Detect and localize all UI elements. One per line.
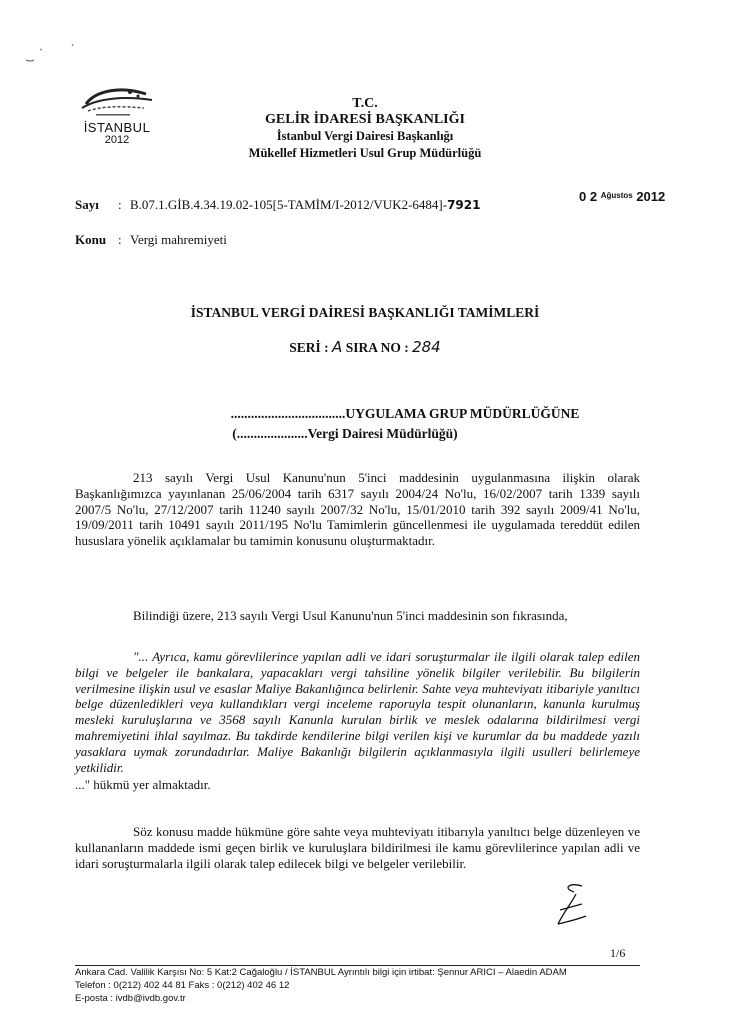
sayi-value bbox=[130, 197, 480, 213]
footer-email: E-posta : ivdb@ivdb.gov.tr bbox=[75, 993, 186, 1004]
date-stamp bbox=[579, 189, 665, 204]
footer-divider bbox=[75, 965, 640, 966]
page-number: 1/6 bbox=[610, 946, 626, 960]
konu-label: Konu bbox=[75, 232, 107, 247]
footer-address: Ankara Cad. Valilik Karşısı No: 5 Kat:2 Cağaloğlu / İSTANBUL Ayrıntılı bilgi için irtibat: Şennur ARICI – Alaedin ADAM bbox=[75, 967, 567, 978]
handwritten-signature-icon bbox=[552, 880, 596, 928]
logo-city-text: İSTANBUL bbox=[83, 120, 151, 135]
sira-label: SIRA NO : bbox=[345, 340, 409, 355]
paragraph-1: 213 sayılı Vergi Usul Kanunu'nun 5'inci maddesinin uygulanmasına ilişkin olarak Başkanlığımızca yayınlanan 25/06/2004 tarih 6317 sayılı 2004/24 No'lu, 16/02/2007 tarih 1339 sayılı 2007/5 No'lu, 27/12/2007 tarih 11240 sayılı 2007/32 No'lu, 15/01/2010 tarih 392 sayılı 2009/41 No'lu, 19/09/2011 tarih 10491 sayılı 2011/195 No'lu Tamimlerin güncellenmesi ile uygulamada tereddüt edilen hususlara yönelik açıklamalar bu tamimin konusunu oluşturmaktadır. bbox=[75, 470, 640, 549]
sayi-label: Sayı bbox=[75, 197, 99, 212]
konu-value: Vergi mahremiyeti bbox=[130, 232, 227, 247]
date-year: 2012 bbox=[636, 189, 666, 204]
seri-handwritten: A bbox=[332, 338, 343, 356]
sayi-handwritten: 7921 bbox=[447, 198, 481, 212]
seri-label: SERİ : bbox=[289, 340, 329, 355]
paragraph-2: Bilindiği üzere, 213 sayılı Vergi Usul Kanunu'nun 5'inci maddesinin son fıkrasında, bbox=[133, 608, 568, 623]
sira-handwritten: 284 bbox=[412, 338, 441, 356]
law-quote: "... Ayrıca, kamu görevlilerince yapılan adli ve idari soruşturmalar ile ilgili olarak talep edilen bilgi ve belgeler ile bankalara, yapacakları vergi tahsiline yönelik bilgiler verilebilir. Bu bilgilerin verilmesine ilişkin usul ve esaslar Maliye Bakanlığınca belirlenir. Sahte veya muhteviyatı itibariyle yanıltıcı belge düzenledikleri veya kullandıkları vergi inceleme raporuyla tespit olunanların, kanunla kurulmuş mesleki kuruluşlarına ve 3568 sayılı Kanunla kurulan birlik ve meslek odalarına bildirilmesi vergi mahremiyetini ihlal sayılmaz. Bu takdirde kendilerine bilgi verilen kişi ve kurumlar da bu maddede yazılı yasaklara uymak zorundadırlar. Maliye Bakanlığı bilgilerin açıklanmasıyla ilgili usulleri belirlemeye yetkilidir. bbox=[75, 649, 640, 775]
law-quote-tail: ..." hükmü yer almaktadır. bbox=[75, 777, 211, 792]
istanbul-2012-logo-icon bbox=[72, 84, 154, 118]
addressee-line-2: (.....................Vergi Dairesi Müdürlüğü) bbox=[232, 426, 458, 441]
addressee-line-1: ..................................UYGULAMA GRUP MÜDÜRLÜĞÜNE bbox=[230, 406, 580, 421]
sayi-number: B.07.1.GİB.4.34.19.02-105[5-TAMİM/I-2012/VUK2-6484]- bbox=[130, 197, 448, 212]
date-month: Ağustos bbox=[600, 191, 633, 200]
konu-separator: : bbox=[118, 232, 122, 247]
header-tc: T.C. bbox=[352, 96, 378, 111]
date-day: 0 2 bbox=[579, 189, 598, 204]
header-unit: Mükellef Hizmetleri Usul Grup Müdürlüğü bbox=[248, 146, 482, 160]
header-gib: GELİR İDARESİ BAŞKANLIĞI bbox=[265, 112, 465, 127]
scan-mark-icon bbox=[20, 38, 90, 68]
header-ivdb: İstanbul Vergi Dairesi Başkanlığı bbox=[276, 129, 454, 143]
paragraph-3: Söz konusu madde hükmüne göre sahte veya muhteviyatı itibarıyla yanıltıcı belge düzenleyen ve kullananların maddede ismi geçen birlik ve kuruluşlara bildirilmesi ile kamu görevlilerince yapılan adli ve idari soruşturmalarla ilgili olarak talep edilecek bilgi ve belgeler verilebilir. bbox=[75, 824, 640, 871]
seri-line bbox=[100, 338, 630, 356]
document-title: İSTANBUL VERGİ DAİRESİ BAŞKANLIĞI TAMİMLERİ bbox=[190, 305, 540, 320]
footer-phone: Telefon : 0(212) 402 44 81 Faks : 0(212) 402 46 12 bbox=[75, 980, 290, 991]
logo-year-text: 2012 bbox=[104, 134, 130, 146]
sayi-separator: : bbox=[118, 197, 122, 212]
